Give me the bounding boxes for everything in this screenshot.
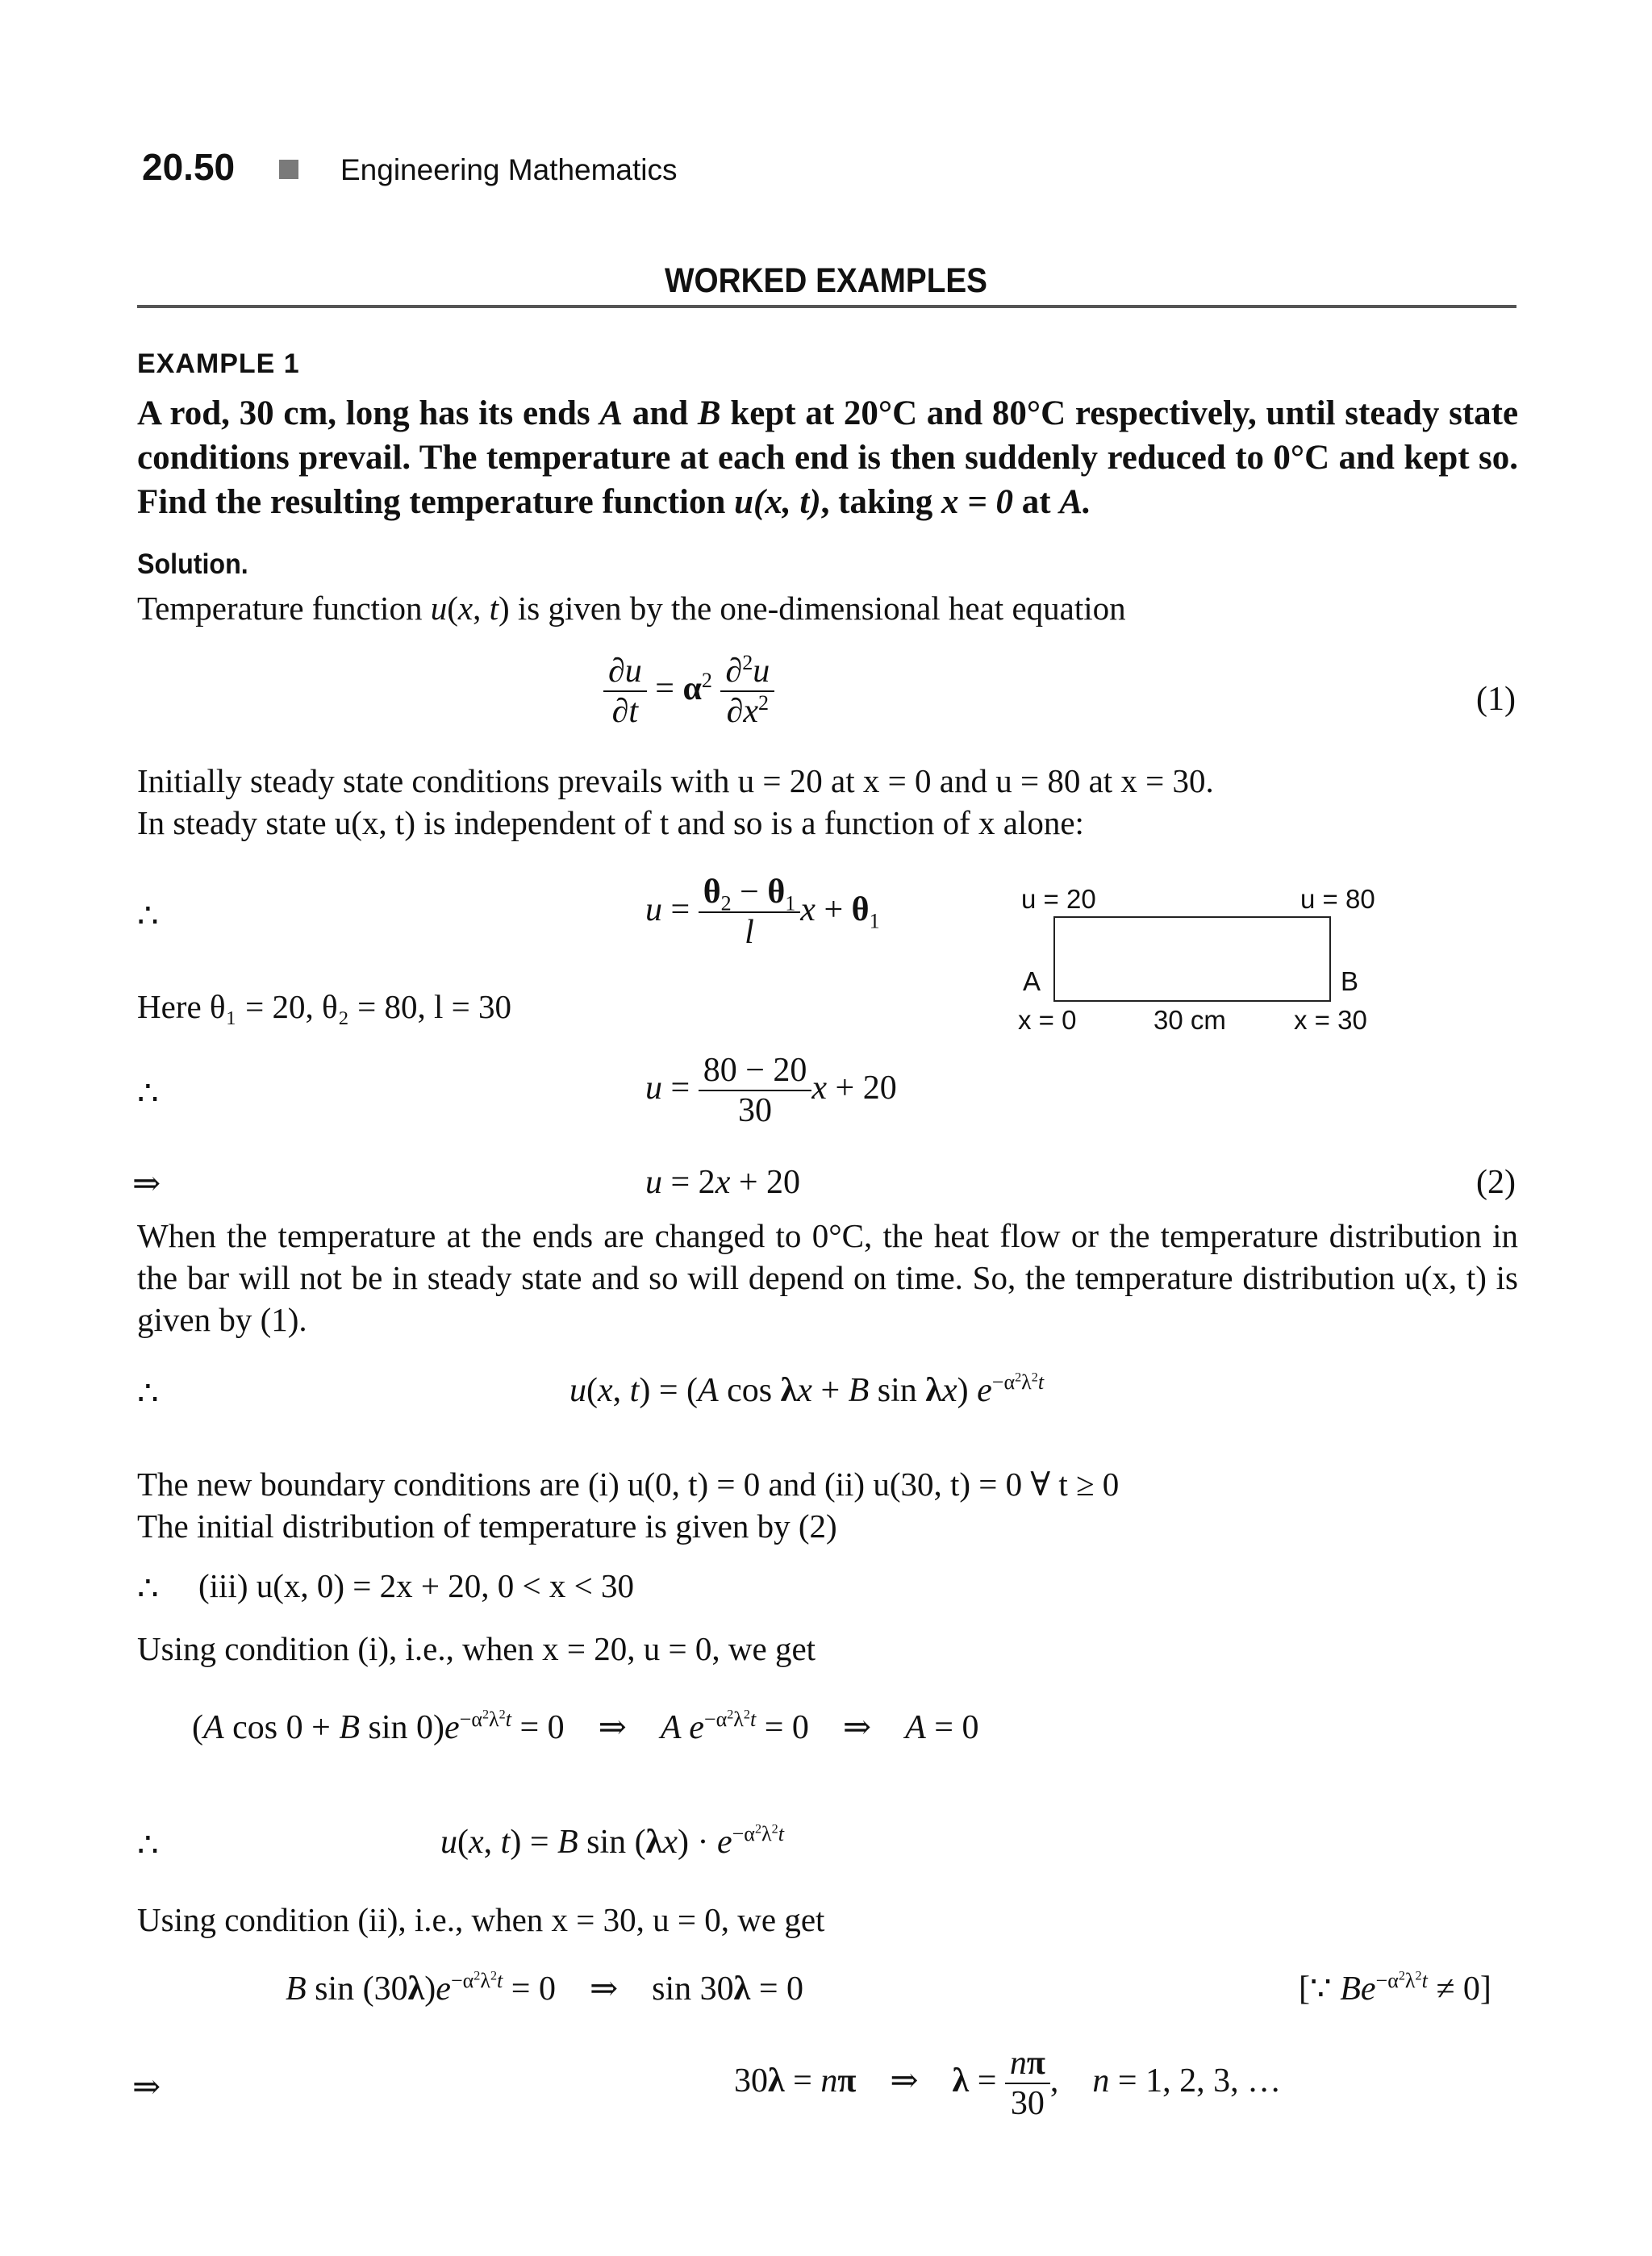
therefore-symbol: ∴ [137, 898, 159, 935]
diagram-u-left: u = 20 [1021, 884, 1096, 914]
condition-2-result: B $\sin (30\lambda)e^{-\alpha^2\lambda^2t} = 0$ ⇒ sin 30λ = 0 [286, 1969, 803, 2008]
section-rule [137, 305, 1516, 308]
reduced-solution: u(x, t) = B $\sin (\lambda x) \cdot e^{-\alpha^2\lambda^2t}$ [440, 1822, 784, 1861]
linear-formula: u = 2x + 20 [645, 1164, 801, 1201]
equation-number-1: (1) [1476, 681, 1516, 718]
example-label: EXAMPLE 1 [137, 348, 300, 379]
problem-statement: A rod, 30 cm, long has its ends A and B kept at 20°C and 80°C respectively, until steady state conditions prevail. The temperature at each end is then suddenly reduced to 0°C and kept so. Find the resulting temperature function u(x, t), taking x = 0 at A. [137, 394, 1519, 521]
diagram-x-right: x = 30 [1294, 1005, 1367, 1035]
here-values: Here θ₁ = 20, θ₂ = 80, l = 30 [137, 988, 512, 1025]
condition-1-result: (A cos 0 + B $\sin 0)e^{-\alpha^2\lambda^2t} = 0$ ⇒ A $e^{-\alpha^2\lambda^2t} = 0$ ⇒ A = 0 [192, 1708, 979, 1746]
lambda-solution: 30λ = nπ ⇒ λ = $\frac{n\pi}{30}$ , n = 1, 2, 3, … [734, 2045, 1282, 2123]
therefore-symbol: ∴ [137, 1075, 159, 1112]
steady-state-formula: u = $\frac{\theta_2 - \theta_1}{l}$ $x + \theta_1$ [645, 874, 880, 952]
therefore-symbol: ∴ [137, 1827, 159, 1864]
substituted-formula: u = $\frac{80 - 20}{30}$ x + 20 [645, 1052, 897, 1130]
general-solution: u(x, t) = (A cos λx + B sin λx) $e^{-\alpha^2\lambda^2t}$ [569, 1370, 1045, 1409]
diagram-u-right: u = 80 [1300, 884, 1375, 914]
solution-label: Solution. [137, 548, 248, 580]
therefore-symbol: ∴ [137, 1375, 159, 1412]
steady-text-2: In steady state u(x, t) is independent of t and so is a function of x alone: [137, 804, 1084, 841]
using-condition-2: Using condition (ii), i.e., when x = 30, u = 0, we get [137, 1901, 825, 1938]
boundary-text: The new boundary conditions are (i) u(0, t) = 0 and (ii) u(30, t) = 0 ∀ t ≥ 0 [137, 1466, 1120, 1503]
initial-text: The initial distribution of temperature is given by (2) [137, 1507, 837, 1545]
header-square-icon [279, 160, 298, 179]
steady-text-1: Initially steady state conditions prevails with u = 20 at x = 0 and u = 80 at x = 30. [137, 762, 1214, 799]
implies-symbol: ⇒ [132, 1166, 161, 1203]
equation-number-2: (2) [1476, 1164, 1516, 1201]
heat-equation: $\frac{\partial u}{\partial t}$ = $\alpha^2$ $\frac{\partial^2u}{\partial x^2}$ [603, 652, 774, 732]
implies-symbol: ⇒ [132, 2069, 161, 2106]
book-title: Engineering Mathematics [340, 153, 678, 186]
using-condition-1: Using condition (i), i.e., when x = 20, u = 0, we get [137, 1630, 816, 1667]
diagram-length: 30 cm [1153, 1005, 1226, 1035]
page-number: 20.50 [142, 146, 236, 188]
rod-rectangle [1053, 916, 1331, 1002]
diagram-end-a: A [1023, 966, 1041, 996]
section-title: WORKED EXAMPLES [665, 261, 987, 300]
diagram-end-b: B [1341, 966, 1359, 996]
diagram-x-left: x = 0 [1018, 1005, 1077, 1035]
changed-paragraph: When the temperature at the ends are changed to 0°C, the heat flow or the temperature distribution in the bar will not be in steady state and so will depend on time. So, the temperature distribution u(x, t) is given by (1). [137, 1217, 1518, 1338]
intro-text: Temperature function u(x, t) is given by the one-dimensional heat equation [137, 590, 1126, 627]
therefore-symbol: ∴ [137, 1570, 159, 1608]
nonzero-note: [∵ $Be^{-\alpha^2\lambda^2t} \ne 0$] [1299, 1969, 1491, 2008]
condition-iii: (iii) u(x, 0) = 2x + 20, 0 < x < 30 [198, 1567, 635, 1604]
